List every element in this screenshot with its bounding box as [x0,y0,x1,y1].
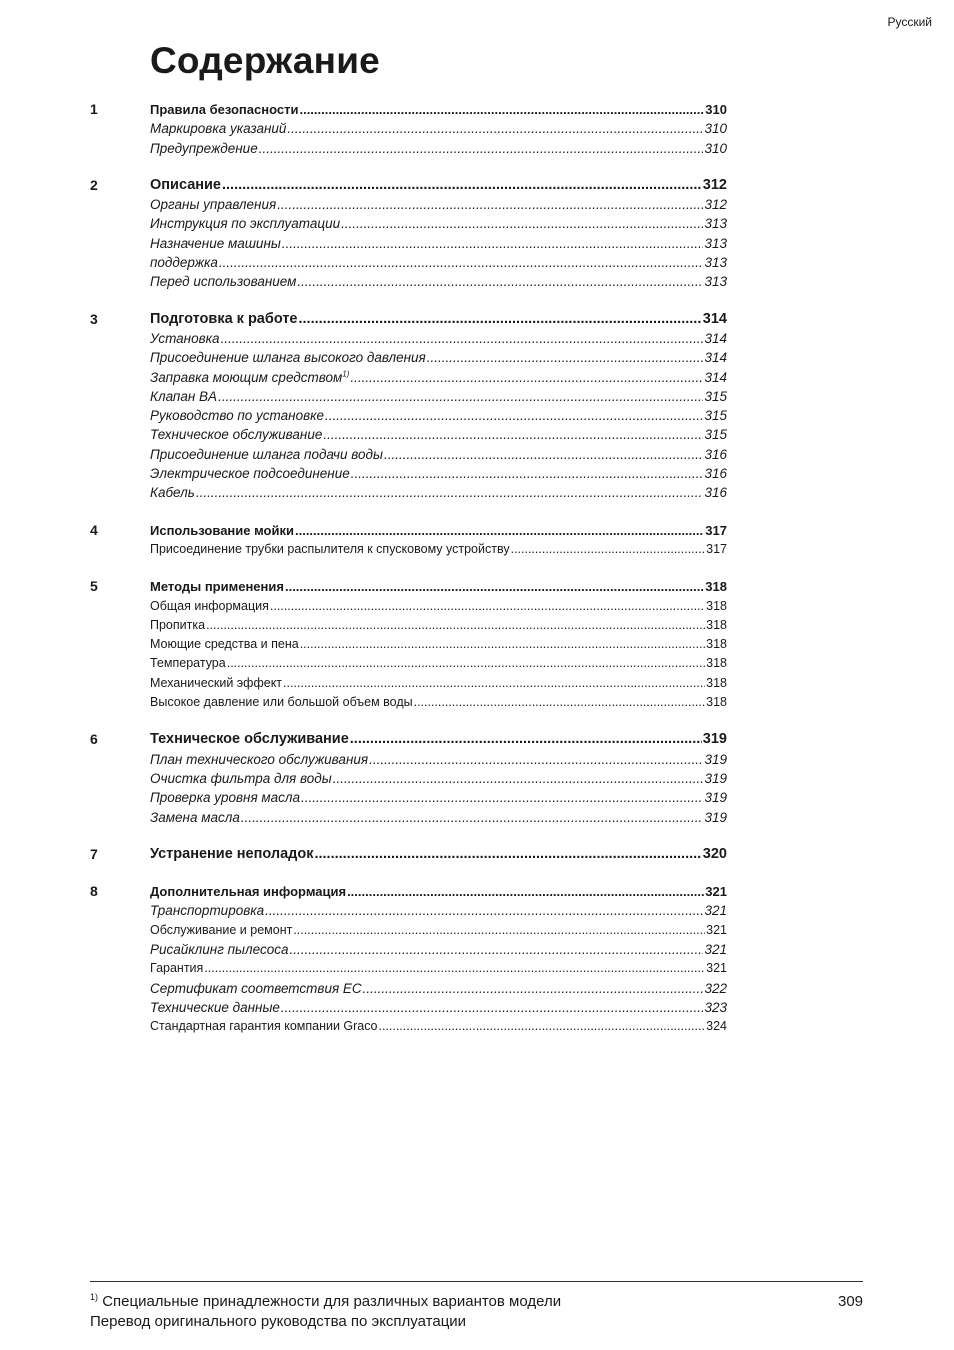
toc-item-label [150,348,426,367]
toc-item-text: Установка [150,330,220,346]
toc-item-label [150,769,332,788]
dot-leader [427,348,704,367]
dot-leader [299,100,704,119]
toc-item-label [150,750,368,769]
toc-item-entry [150,540,727,559]
chapter-title: Использование мойки [150,522,294,538]
toc-item-text: Предупреждение [150,140,258,156]
chapter-number: 4 [90,521,98,538]
dot-leader [289,940,703,959]
footnote-text: Специальные принадлежности для различных вариантов модели [102,1293,562,1310]
toc-item-row[interactable] [90,387,727,406]
toc-item-page: 316 [704,446,727,462]
dot-leader [295,521,704,540]
toc-item-entry [150,808,727,827]
toc-item-text: Заправка моющим средством [150,369,343,385]
toc-item-text: Техническое обслуживание [150,427,323,443]
toc-section [90,577,727,712]
chapter-page: 321 [705,884,727,900]
toc-section [90,521,727,560]
dot-leader [293,921,705,940]
toc-chapter-row[interactable] [90,845,727,864]
toc-item-label [150,540,510,559]
toc-item-page: 313 [704,274,727,290]
chapter-title: Методы применения [150,579,284,595]
dot-leader [323,425,703,444]
toc-item-label [150,368,349,387]
toc-item-entry [150,214,727,233]
toc-item-label [150,445,383,464]
toc-item-text: Инструкция по эксплуатации [150,216,341,232]
toc-item-row[interactable] [90,635,727,654]
toc-item-entry [150,921,727,940]
toc-section [90,882,727,1036]
toc-item-entry [150,139,727,158]
toc-item-row[interactable] [90,808,727,827]
toc-item-text: поддержка [150,255,218,271]
toc-item-page: 321 [706,961,727,976]
toc-item-text: Транспортировка [150,903,265,919]
toc-item-page: 319 [704,790,727,806]
toc-item-text: Присоединение шланга подачи воды [150,446,383,462]
dot-leader [196,483,704,502]
footnote-marker: 1) [90,1292,99,1302]
dot-leader [219,253,704,272]
toc-item-text: Перед использованием [150,274,297,290]
chapter-title: Описание [150,176,221,193]
dot-leader [283,674,705,693]
toc-item-page: 322 [704,980,727,996]
toc-item-text: Температура [150,656,226,671]
dot-leader [265,901,703,920]
dot-leader [204,959,705,978]
dot-leader [351,464,704,483]
toc-item-label [150,253,218,272]
toc-item-row[interactable] [90,406,727,425]
toc-item-label [150,788,300,807]
document-subtitle: Перевод оригинального руководства по эксплуатации [90,1313,467,1330]
toc-item-entry [150,445,727,464]
toc-item-page: 310 [704,140,727,156]
chapter-entry [150,176,727,195]
chapter-page: 312 [702,176,727,193]
toc-item-page: 321 [704,941,727,957]
dot-leader [301,788,703,807]
toc-item-text: Назначение машины [150,235,281,251]
toc-item-label [150,214,340,233]
dot-leader [511,540,706,559]
toc-item-entry [150,483,727,502]
toc-item-page: 313 [704,216,727,232]
toc-item-entry [150,635,727,654]
dot-leader [384,445,704,464]
toc-chapter-row[interactable] [90,521,727,540]
toc-item-label [150,597,269,616]
toc-section [90,176,727,292]
chapter-entry [150,521,727,540]
toc-item-page: 321 [704,903,727,919]
dot-leader [218,387,703,406]
toc-item-page: 318 [706,695,727,710]
toc-item-entry [150,234,727,253]
toc-item-label [150,139,258,158]
toc-item-entry [150,750,727,769]
dot-leader [206,616,705,635]
toc-item-row[interactable] [90,253,727,272]
toc-item-entry [150,387,727,406]
toc-item-label [150,940,288,959]
toc-item-page: 314 [704,330,727,346]
toc-item-text: Руководство по установке [150,408,325,424]
chapter-title: Техническое обслуживание [150,731,349,748]
toc-item-text: План технического обслуживания [150,751,369,767]
dot-leader [325,406,703,425]
toc-item-entry [150,693,727,712]
toc-item-label [150,1017,377,1036]
toc-item-row[interactable] [90,940,727,959]
dot-leader [259,139,704,158]
toc-item-entry [150,979,727,998]
toc-item-text: Органы управления [150,197,277,213]
toc-item-text: Клапан BA [150,388,218,404]
chapter-page: 310 [705,102,727,117]
dot-leader [378,1017,705,1036]
toc-item-label [150,195,276,214]
toc-item-row[interactable] [90,750,727,769]
toc-item-text: Рисайклинг пылесоса [150,941,289,957]
chapter-page: 317 [705,522,727,538]
toc-item-page: 318 [706,656,727,671]
toc-item-row[interactable] [90,597,727,616]
toc-item-page: 317 [706,541,727,556]
toc-item-entry [150,597,727,616]
dot-leader [270,597,705,616]
chapter-number: 2 [90,176,98,193]
dot-leader [341,214,703,233]
toc-item-page: 324 [706,1019,727,1034]
dot-leader [282,234,704,253]
toc-item-entry [150,769,727,788]
toc-item-page: 323 [704,999,727,1015]
toc-item-row[interactable] [90,119,727,138]
dot-leader [363,979,704,998]
toc-item-row[interactable] [90,1017,727,1036]
toc-item-row[interactable] [90,139,727,158]
toc-item-row[interactable] [90,901,727,920]
dot-leader [281,998,704,1017]
toc-item-page: 313 [704,235,727,251]
toc-section [90,310,727,503]
toc-item-page: 318 [706,598,727,613]
toc-item-text: Очистка фильтра для воды [150,770,332,786]
chapter-title: Правила безопасности [150,102,299,117]
toc-item-label [150,425,322,444]
dot-leader [222,176,702,195]
chapter-title: Устранение неполадок [150,845,314,862]
toc-item-page: 321 [706,922,727,937]
toc-item-page: 319 [704,809,727,825]
dot-leader [285,577,704,596]
toc-item-page: 318 [706,675,727,690]
toc-item-row[interactable] [90,348,727,367]
toc-item-page: 314 [704,350,727,366]
dot-leader [241,808,704,827]
toc-item-page: 315 [704,388,727,404]
toc-item-row[interactable] [90,769,727,788]
toc-item-entry [150,195,727,214]
toc-item-entry [150,959,727,978]
toc-item-entry [150,368,727,387]
toc-item-text: Замена масла [150,809,240,825]
toc-item-page: 318 [706,637,727,652]
toc-item-row[interactable] [90,483,727,502]
toc-item-row[interactable] [90,195,727,214]
toc-item-entry [150,940,727,959]
toc-item-page: 316 [704,485,727,501]
toc-item-page: 319 [704,751,727,767]
toc-item-text: Общая информация [150,598,269,613]
toc-item-row[interactable] [90,464,727,483]
toc-item-page: 312 [704,197,727,213]
toc-item-row[interactable] [90,654,727,673]
toc-item-row[interactable] [90,368,727,387]
toc-item-page: 315 [704,427,727,443]
dot-leader [299,310,702,329]
toc-item-label [150,329,220,348]
toc-item-entry [150,119,727,138]
dot-leader [287,119,703,138]
toc-item-entry [150,788,727,807]
dot-leader [350,368,703,387]
toc-item-label [150,921,292,940]
toc-chapter-row[interactable] [90,100,727,119]
chapter-entry [150,577,727,596]
dot-leader [227,654,705,673]
toc-item-label [150,635,299,654]
toc-section [90,730,727,826]
footer-divider [90,1281,863,1282]
chapter-page: 314 [702,310,727,327]
toc-item-row[interactable] [90,959,727,978]
chapter-title: Подготовка к работе [150,310,298,327]
chapter-title: Дополнительная информация [150,884,347,900]
toc-item-label [150,272,296,291]
toc-item-text: Присоединение шланга высокого давления [150,350,426,366]
chapter-number: 8 [90,883,98,900]
toc-item-entry [150,406,727,425]
toc-item-entry [150,348,727,367]
toc-item-label [150,959,203,978]
dot-leader [347,882,704,901]
chapter-number: 1 [90,101,98,117]
toc-item-row[interactable] [90,329,727,348]
toc-item-text: Механический эффект [150,675,283,690]
toc-item-label [150,119,286,138]
toc-item-entry [150,272,727,291]
toc-item-page: 315 [704,408,727,424]
toc-chapter-row[interactable] [90,310,727,329]
toc-item-entry [150,998,727,1017]
chapter-page: 318 [705,579,727,595]
toc-item-text: Технические данные [150,999,280,1015]
toc-section [90,845,727,864]
toc-item-entry [150,654,727,673]
toc-item-label [150,654,226,673]
toc-item-label [150,998,280,1017]
toc-item-page: 310 [704,121,727,137]
chapter-entry [150,730,727,749]
toc-chapter-row[interactable] [90,577,727,596]
toc-item-page: 319 [704,770,727,786]
dot-leader [350,730,702,749]
toc-item-entry [150,1017,727,1036]
toc-item-label [150,483,195,502]
chapter-page: 319 [702,731,727,748]
dot-leader [297,272,703,291]
toc-item-row[interactable] [90,921,727,940]
toc-item-text: Стандартная гарантия компании Graco [150,1019,378,1034]
toc-item-label [150,693,413,712]
toc-item-row[interactable] [90,234,727,253]
toc-item-text: Маркировка указаний [150,121,287,137]
toc-item-text: Присоединение трубки распылителя к спусковому устройству [150,541,510,556]
toc-item-row[interactable] [90,540,727,559]
toc-chapter-row[interactable] [90,882,727,901]
toc-item-text: Кабель [150,485,195,501]
chapter-number: 7 [90,845,98,862]
dot-leader [414,693,706,712]
dot-leader [369,750,703,769]
chapter-entry [150,845,727,864]
chapter-entry [150,100,727,119]
toc-item-entry [150,253,727,272]
toc-item-page: 316 [704,466,727,482]
toc-item-page: 313 [704,255,727,271]
toc-item-entry [150,674,727,693]
toc-item-row[interactable] [90,788,727,807]
toc-item-page: 318 [706,617,727,632]
toc-item-row[interactable] [90,272,727,291]
toc-item-entry [150,464,727,483]
toc-chapter-row[interactable] [90,176,727,195]
toc-item-row[interactable] [90,693,727,712]
toc-item-label [150,808,240,827]
chapter-number: 5 [90,578,98,595]
toc-item-row[interactable] [90,979,727,998]
language-label: Русский [887,15,932,29]
toc-item-text: Гарантия [150,961,204,976]
dot-leader [221,329,704,348]
chapter-number: 6 [90,731,98,748]
toc-section [90,100,727,158]
toc-item-text: Обслуживание и ремонт [150,922,293,937]
toc-item-text: Электрическое подсоединение [150,466,350,482]
toc-item-label [150,616,205,635]
dot-leader [300,635,705,654]
toc-item-label [150,901,264,920]
toc-item-text: Пропитка [150,617,206,632]
toc-chapter-row[interactable] [90,730,727,749]
toc-item-row[interactable] [90,425,727,444]
toc-item-entry [150,901,727,920]
toc-item-label [150,387,217,406]
dot-leader [277,195,703,214]
toc-item-entry [150,329,727,348]
toc-item-text: Моющие средства и пена [150,637,299,652]
toc-item-label [150,674,282,693]
toc-item-row[interactable] [90,214,727,233]
table-of-contents [90,100,727,1054]
chapter-page: 320 [702,845,727,862]
toc-item-row[interactable] [90,674,727,693]
chapter-number: 3 [90,310,98,327]
toc-item-row[interactable] [90,616,727,635]
toc-item-label [150,406,324,425]
page-title: Содержание [150,40,380,81]
footnote [90,1293,561,1310]
toc-item-label [150,234,281,253]
toc-item-text: Сертификат соответствия ЕС [150,980,362,996]
toc-item-label [150,979,362,998]
toc-item-label [150,464,350,483]
toc-item-row[interactable] [90,445,727,464]
toc-item-entry [150,425,727,444]
dot-leader [314,845,701,864]
toc-item-entry [150,616,727,635]
toc-item-page: 314 [704,369,727,385]
chapter-entry [150,310,727,329]
toc-item-text: Высокое давление или большой объем воды [150,695,413,710]
footnote-ref: 1) [342,369,350,379]
dot-leader [333,769,704,788]
page-number: 309 [838,1293,864,1310]
toc-item-row[interactable] [90,998,727,1017]
toc-item-text: Проверка уровня масла [150,790,301,806]
chapter-entry [150,882,727,901]
